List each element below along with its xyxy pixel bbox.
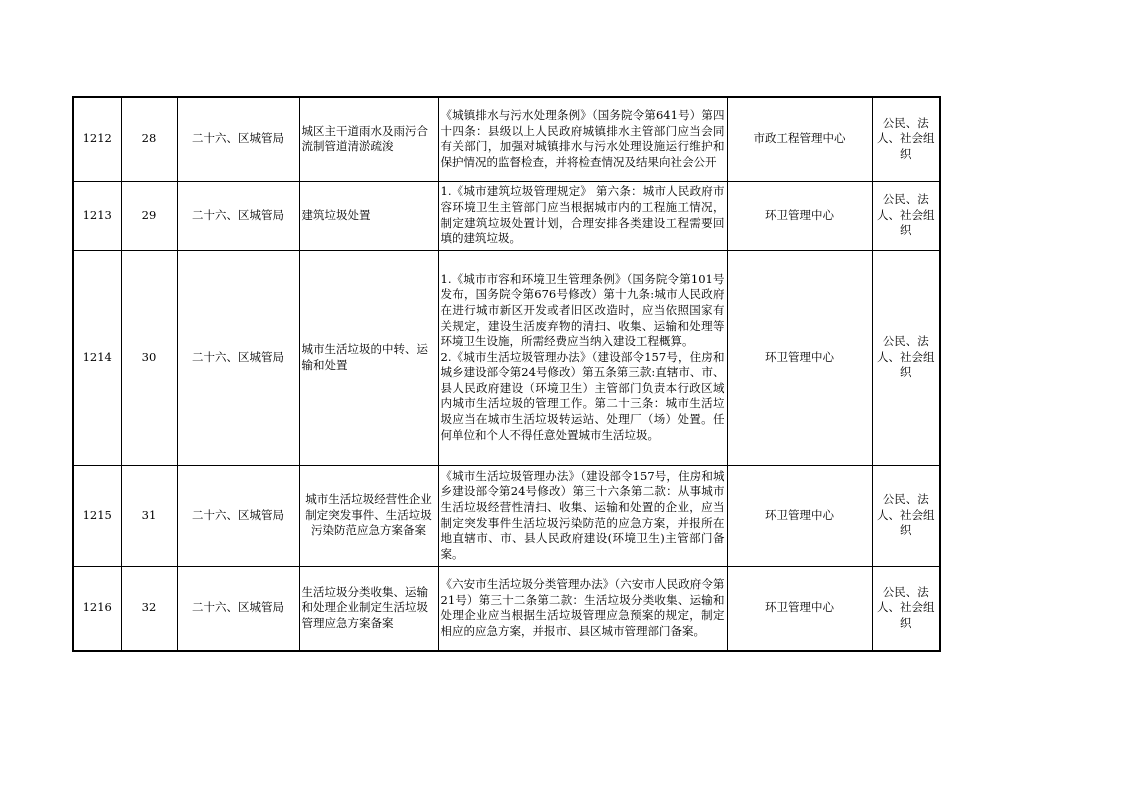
- row-unit: 市政工程管理中心: [727, 97, 872, 181]
- row-dept: 二十六、区城管局: [177, 465, 299, 566]
- row-seq: 28: [121, 97, 177, 181]
- basis-paragraph: 《城市生活垃圾管理办法》（建设部令157号，住房和城乡建设部令第24号修改）第三十六条第二款：从事城市生活垃圾经营性清扫、收集、运输和处置的企业，应当制定突发事件生活垃圾污染防范的应急方案，并报所在地直辖市、市、县人民政府建设(环境卫生)主管部门备案。: [440, 468, 725, 561]
- row-dept: 二十六、区城管局: [177, 97, 299, 181]
- row-target: 公民、法人、社会组织: [872, 566, 940, 651]
- row-seq: 31: [121, 465, 177, 566]
- row-target: 公民、法人、社会组织: [872, 465, 940, 566]
- row-unit: 环卫管理中心: [727, 465, 872, 566]
- basis-paragraph: 《六安市生活垃圾分类管理办法》（六安市人民政府令第21号）第三十二条第二款：生活垃圾分类收集、运输和处理企业应当根据生活垃圾管理应急预案的规定，制定相应的应急方案，并报市、县区城市管理部门备案。: [440, 577, 725, 638]
- row-seq: 30: [121, 250, 177, 465]
- basis-paragraph: 《城镇排水与污水处理条例》（国务院令第641号）第四十四条：县级以上人民政府城镇排水主管部门应当会同有关部门，加强对城镇排水与污水处理设施运行维护和保护情况的监督检查，并将检查情况及结果向社会公开: [440, 108, 725, 169]
- row-target: 公民、法人、社会组织: [872, 250, 940, 465]
- row-unit: 环卫管理中心: [727, 566, 872, 651]
- basis-paragraph: 2.《城市生活垃圾管理办法》（建设部令157号，住房和城乡建设部令第24号修改）第五条第三款:直辖市、市、县人民政府建设（环境卫生）主管部门负责本行政区域内城市生活垃圾的管理工作。第二十三条：城市生活垃圾应当在城市生活垃圾转运站、处理厂（场）处置。任何单位和个人不得任意处置城市生活垃圾。: [440, 349, 725, 442]
- row-basis: [438, 97, 727, 181]
- row-item: 生活垃圾分类收集、运输和处理企业制定生活垃圾管理应急方案备案: [299, 566, 438, 651]
- row-target: 公民、法人、社会组织: [872, 181, 940, 250]
- row-dept: 二十六、区城管局: [177, 250, 299, 465]
- row-id: 1213: [73, 181, 121, 250]
- row-id: 1212: [73, 97, 121, 181]
- table-row: [73, 250, 940, 465]
- authority-list-table: [72, 96, 941, 652]
- row-seq: 32: [121, 566, 177, 651]
- row-item: 城市生活垃圾经营性企业制定突发事件、生活垃圾污染防范应急方案备案: [299, 465, 438, 566]
- row-item: 城市生活垃圾的中转、运输和处置: [299, 250, 438, 465]
- row-seq: 29: [121, 181, 177, 250]
- row-basis: [438, 566, 727, 651]
- row-id: 1214: [73, 250, 121, 465]
- row-basis: [438, 181, 727, 250]
- table-row: [73, 97, 940, 181]
- row-dept: 二十六、区城管局: [177, 181, 299, 250]
- table-row: [73, 465, 940, 566]
- row-basis: [438, 250, 727, 465]
- row-item: 建筑垃圾处置: [299, 181, 438, 250]
- row-dept: 二十六、区城管局: [177, 566, 299, 651]
- table-row: [73, 566, 940, 651]
- row-unit: 环卫管理中心: [727, 181, 872, 250]
- row-id: 1216: [73, 566, 121, 651]
- table-row: [73, 181, 940, 250]
- row-basis: [438, 465, 727, 566]
- basis-paragraph: 1.《城市建筑垃圾管理规定》 第六条：城市人民政府市容环境卫生主管部门应当根据城市内的工程施工情况，制定建筑垃圾处置计划，合理安排各类建设工程需要回填的建筑垃圾。: [440, 184, 725, 246]
- row-target: 公民、法人、社会组织: [872, 97, 940, 181]
- row-unit: 环卫管理中心: [727, 250, 872, 465]
- row-item: 城区主干道雨水及雨污合流制管道清淤疏浚: [299, 97, 438, 181]
- basis-paragraph: 1.《城市市容和环境卫生管理条例》（国务院令第101号发布，国务院令第676号修改）第十九条:城市人民政府在进行城市新区开发或者旧区改造时，应当依照国家有关规定，建设生活废弃物的清扫、收集、运输和处理等环境卫生设施，所需经费应当纳入建设工程概算。: [440, 271, 725, 349]
- row-id: 1215: [73, 465, 121, 566]
